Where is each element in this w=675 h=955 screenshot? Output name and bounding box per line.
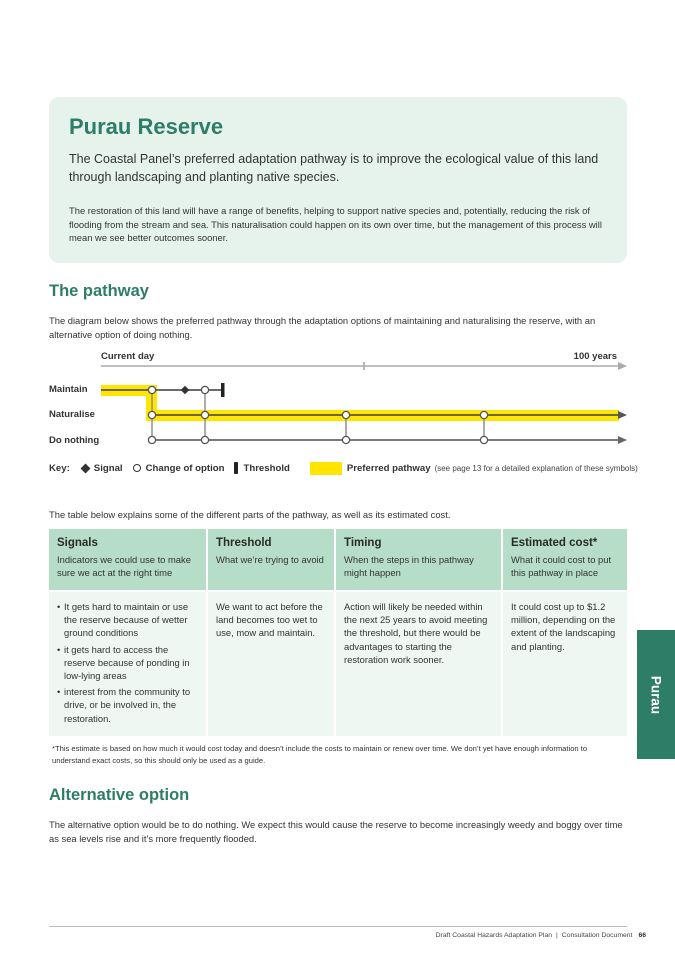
change-of-option-icon — [480, 436, 487, 443]
header-subtitle: When the steps in this pathway might happen — [344, 554, 474, 578]
header-subtitle: What it could cost to put this pathway in place — [511, 554, 612, 578]
threshold-marker — [221, 383, 225, 397]
key-preferred-pathway: Preferred pathway — [346, 462, 431, 474]
intro-lead: The Coastal Panel’s preferred adaptation pathway is to improve the ecological value of this land through landscaping and planting native species. — [69, 152, 599, 184]
timeline-start-label: Current day — [101, 351, 155, 362]
header-title: Threshold — [216, 537, 272, 549]
pathway-diagram — [45, 345, 635, 453]
do-nothing-arrow-icon — [618, 436, 627, 444]
key-threshold: Threshold — [243, 462, 290, 474]
table-row — [49, 591, 627, 736]
row-label-maintain: Maintain — [49, 384, 88, 395]
signals-list — [57, 600, 198, 725]
footer-document-name: Draft Coastal Hazards Adaptation Plan — [435, 932, 553, 939]
key-signal: Signal — [93, 462, 123, 474]
key-preferred-item — [300, 462, 638, 475]
change-of-option-icon — [148, 386, 155, 393]
change-of-option-icon — [342, 411, 349, 418]
footer-separator: | — [556, 932, 558, 939]
side-tab-label: Purau — [648, 675, 664, 714]
cost-footnote: *This estimate is based on how much it would cost today and doesn’t include the costs to maintain or renew over time. We don’t yet have enough information to understand exact costs, so this should only be used as a guide. — [52, 744, 588, 765]
change-of-option-icon — [480, 411, 487, 418]
key-change-item — [133, 463, 225, 474]
cell-cost: It could cost up to $1.2 million, depending on the extent of the landscaping and planting. — [502, 591, 627, 736]
list-item: • interest from the community to drive, or be involved in, the restoration. — [57, 685, 198, 725]
pathway-heading: The pathway — [49, 282, 149, 300]
timeline-arrow-icon — [618, 362, 627, 370]
cell-threshold: We want to act before the land becomes too wet to use, mow and maintain. — [207, 591, 335, 736]
change-of-option-icon — [201, 386, 208, 393]
list-item: • It gets hard to maintain or use the reserve because of wetter ground conditions — [57, 600, 198, 640]
pathway-intro: The diagram below shows the preferred pathway through the adaptation options of maintaining and naturalising the reserve, with an alternative option of doing nothing. — [49, 315, 596, 340]
page-number: 66 — [638, 932, 646, 939]
intro-body: The restoration of this land will have a range of benefits, helping to support native species and, potentially, reducing the risk of flooding from the stream and sea. This naturalisation could happen on its own over time, but the management of this process will mean we see better outcomes sooner. — [69, 205, 602, 243]
signal-diamond-icon — [181, 386, 189, 394]
key-threshold-item — [234, 462, 289, 474]
key-signal-item — [80, 463, 123, 474]
change-of-option-icon — [148, 411, 155, 418]
header-threshold — [207, 529, 335, 591]
footer-section-name: Consultation Document — [561, 932, 633, 939]
change-of-option-icon — [342, 436, 349, 443]
change-of-option-circle-icon — [133, 464, 141, 472]
diagram-key — [49, 460, 648, 476]
header-title: Timing — [344, 537, 382, 549]
row-label-do-nothing: Do nothing — [49, 435, 100, 446]
key-label-item — [49, 463, 70, 474]
key-label: Key: — [49, 462, 70, 474]
header-subtitle: Indicators we could use to make sure we act at the right time — [57, 554, 191, 578]
pathway-table — [49, 529, 627, 736]
preferred-pathway-swatch-icon — [310, 462, 342, 475]
alternative-body: The alternative option would be to do nothing. We expect this would cause the reserve to become increasingly weedy and boggy over time as sea levels rise and it’s more frequently flooded. — [49, 819, 623, 844]
key-note: (see page 13 for a detailed explanation of these symbols) — [434, 463, 638, 473]
list-item: • it gets hard to access the reserve because of ponding in low-lying areas — [57, 643, 198, 683]
header-title: Signals — [57, 537, 98, 549]
header-title: Estimated cost* — [511, 537, 598, 549]
change-of-option-icon — [201, 436, 208, 443]
header-subtitle: What we’re trying to avoid — [216, 554, 324, 565]
header-signals — [49, 529, 207, 591]
page-footer — [436, 932, 646, 939]
section-side-tab[interactable] — [637, 630, 675, 759]
key-change-of-option: Change of option — [145, 462, 225, 474]
cell-signals — [49, 591, 207, 736]
change-of-option-icon — [201, 411, 208, 418]
alternative-heading: Alternative option — [49, 786, 190, 804]
threshold-bar-icon — [234, 462, 238, 474]
header-timing — [335, 529, 502, 591]
page-title: Purau Reserve — [69, 114, 224, 139]
table-header-row — [49, 529, 627, 591]
table-intro: The table below explains some of the different parts of the pathway, as well as its estimated cost. — [49, 509, 451, 520]
footer-rule — [49, 926, 627, 927]
change-of-option-icon — [148, 436, 155, 443]
naturalise-arrow-icon — [618, 411, 627, 419]
row-label-naturalise: Naturalise — [49, 409, 95, 420]
cell-timing: Action will likely be needed within the next 25 years to avoid meeting the threshold, but there would be advantages to starting the restoration work sooner. — [335, 591, 502, 736]
timeline-end-label: 100 years — [573, 351, 617, 362]
signal-diamond-icon — [80, 463, 90, 473]
header-estimated-cost — [502, 529, 627, 591]
